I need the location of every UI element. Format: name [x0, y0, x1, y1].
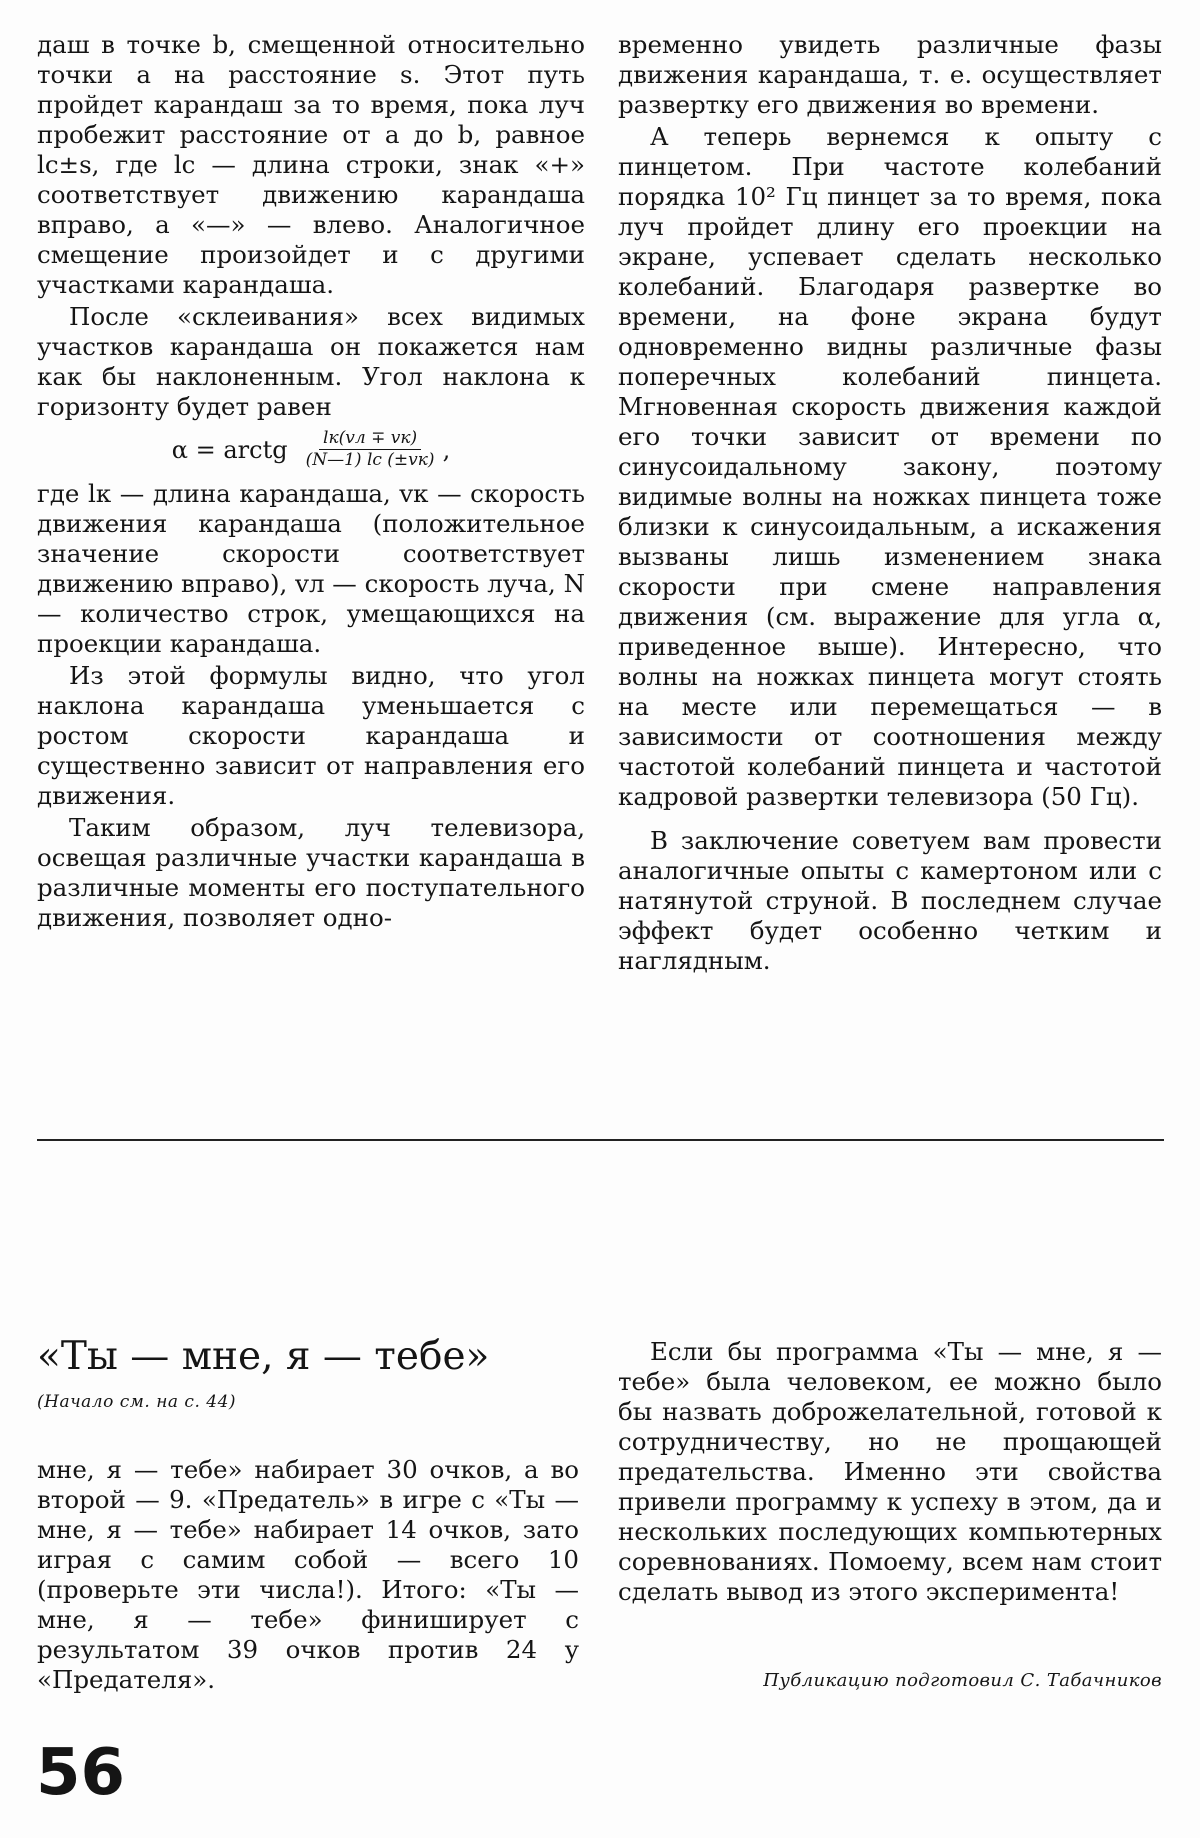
- paragraph: временно увидеть различные фазы движения карандаша, т. е. осуществляет развертку его движения во времени.: [618, 30, 1162, 119]
- formula-alpha: [37, 428, 585, 471]
- paragraph: где lк — длина карандаша, vк — скорость движения карандаша (положительное значение скорости соответствует движению вправо), vл — скорость луча, N — количество строк, умещающихся на проекции карандаша.: [37, 479, 586, 658]
- page-number: 56: [36, 1736, 126, 1810]
- paragraph: Из этой формулы видно, что угол наклона карандаша уменьшается с ростом скорости карандаша и существенно зависит от направления его движения.: [37, 661, 585, 810]
- bottom-left-column: [37, 1455, 579, 1695]
- section-divider: [37, 1139, 1164, 1141]
- formula-fraction: [302, 428, 439, 471]
- formula-comma: ,: [442, 435, 451, 464]
- article-title: «Ты — мне, я — тебе»: [37, 1334, 490, 1379]
- paragraph: даш в точке b, смещенной относительно точки a на расстояние s. Этот путь пройдет карандаш за то время, пока луч пробежит расстояние от a до b, равное lc±s, где lc — длина строки, знак «+» соответствует движению карандаша вправо, а «—» — влево. Аналогичное смещение произойдет и с другими участками карандаша.: [37, 30, 585, 299]
- paragraph: мне, я — тебе» набирает 30 очков, а во второй — 9. «Предатель» в игре с «Ты — мне, я — тебе» набирает 14 очков, зато играя с самим собой — всего 10 (проверьте эти числа!). Итого: «Ты — мне, я — тебе» финиширует с результатом 39 очков против 24 у «Предателя».: [37, 1455, 579, 1694]
- bottom-right-column: [618, 1337, 1162, 1607]
- paragraph: Если бы программа «Ты — мне, я — тебе» была человеком, ее можно было бы назвать доброжелательной, готовой к сотрудничеству, но не прощающей предательства. Именно эти свойства привели программу к успеху в этом, да и нескольких последующих компьютерных соревнованиях. Помоему, всем нам стоит сделать вывод из этого эксперимента!: [618, 1337, 1162, 1606]
- formula-lhs: α = arctg: [171, 435, 288, 464]
- author-credit: Публикацию подготовил С. Табачников: [763, 1670, 1162, 1691]
- paragraph: А теперь вернемся к опыту с пинцетом. При частоте колебаний порядка 10² Гц пинцет за то время, пока луч пройдет длину его проекции на экране, успевает сделать несколько колебаний. Благодаря развертке во времени, на фоне экрана будут одновременно видны различные фазы поперечных колебаний пинцета. Мгновенная скорость движения каждой его точки зависит от времени по синусоидальному закону, поэтому видимые волны на ножках пинцета тоже близки к синусоидальным, а искажения вызваны лишь изменением знака скорости при смене направления движения (см. выражение для угла α, приведенное выше). Интересно, что волны на ножках пинцета могут стоять на месте или перемещаться — в зависимости от соотношения между частотой колебаний пинцета и частотой кадровой развертки телевизора (50 Гц).: [618, 122, 1162, 811]
- paragraph: Таким образом, луч телевизора, освещая различные участки карандаша в различные моменты его поступательного движения, позволяет одно-: [37, 813, 585, 932]
- formula-denominator: (N—1) lc (±vк): [305, 450, 435, 470]
- formula-numerator: lк(vл ∓ vк): [319, 428, 421, 450]
- continuation-note: (Начало см. на с. 44): [37, 1392, 237, 1412]
- top-left-column: [37, 30, 585, 933]
- paragraph: В заключение советуем вам провести аналогичные опыты с камертоном или с натянутой струной. В последнем случае эффект будет особенно четким и наглядным.: [618, 826, 1162, 975]
- top-right-column: [618, 30, 1162, 976]
- paragraph: После «склеивания» всех видимых участков карандаша он покажется нам как бы наклоненным. Угол наклона к горизонту будет равен: [37, 302, 585, 421]
